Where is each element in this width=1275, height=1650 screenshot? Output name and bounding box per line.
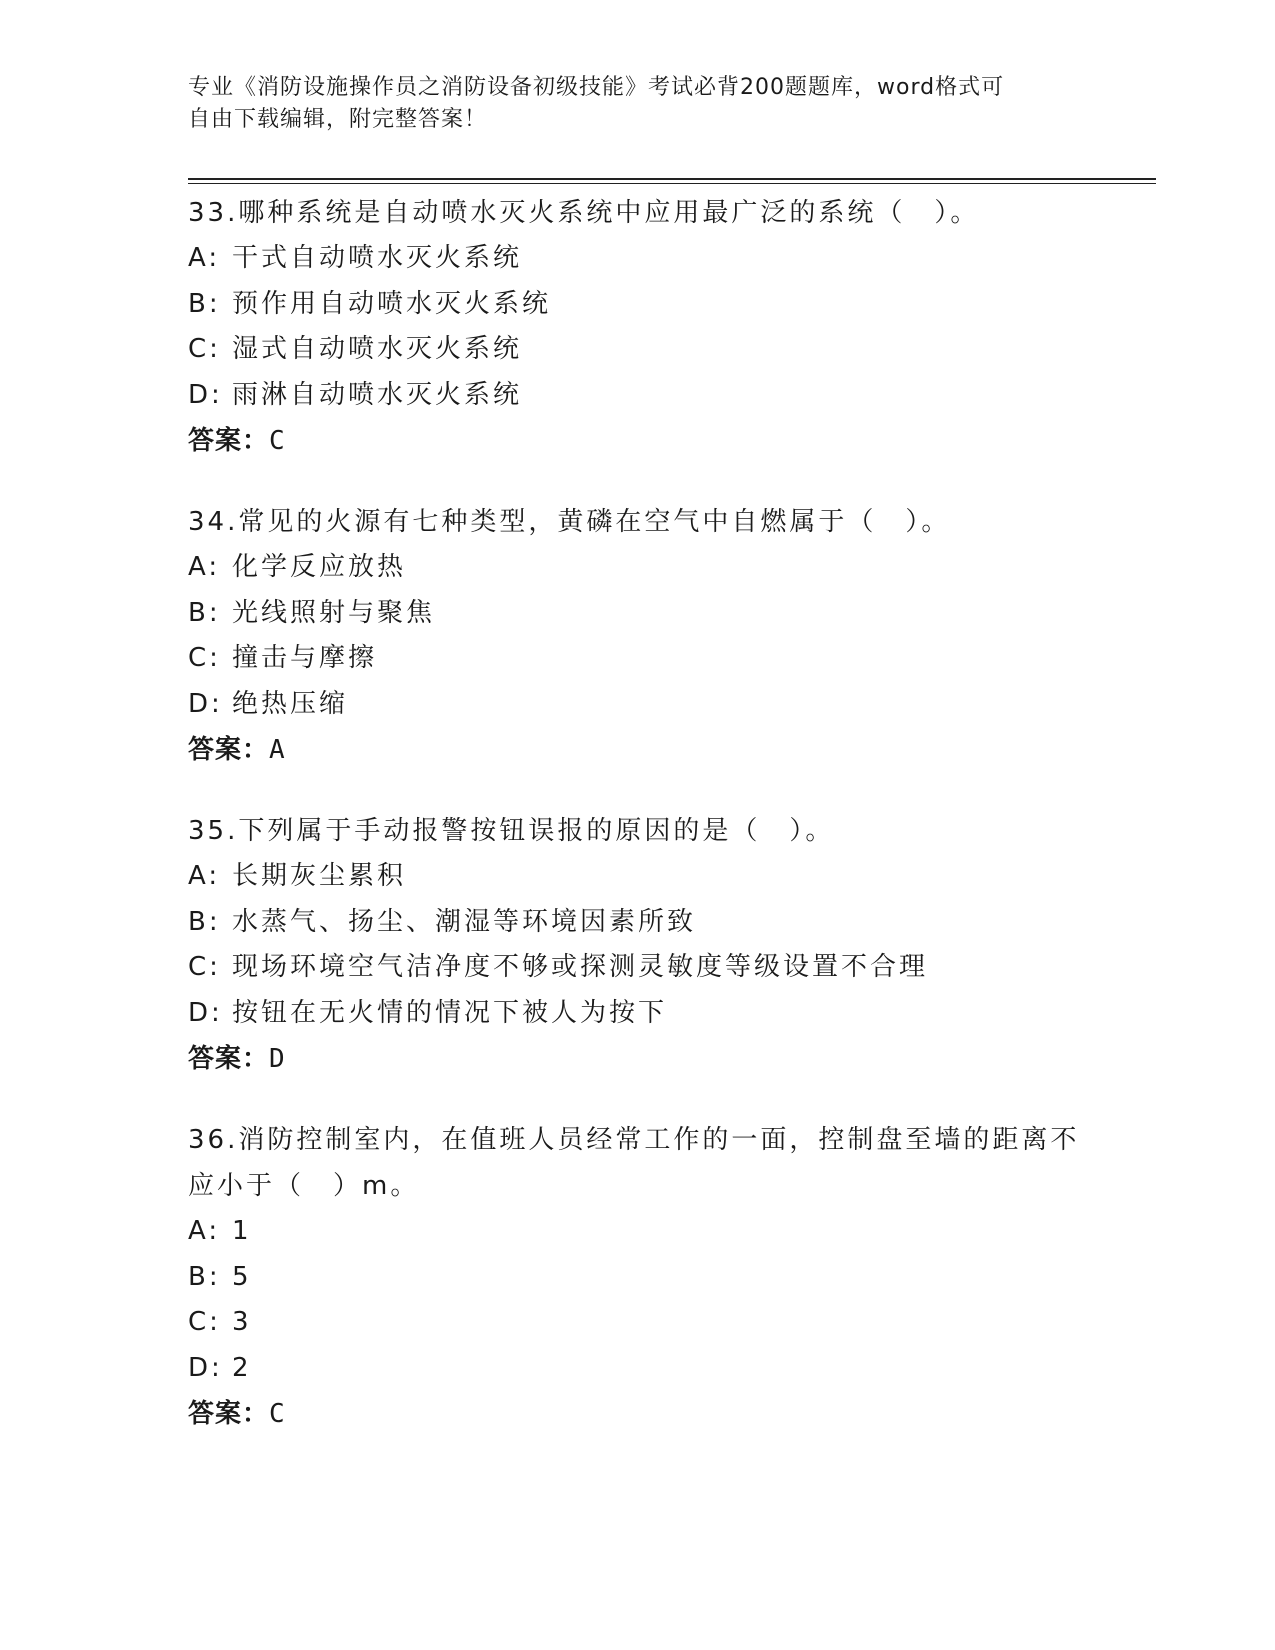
option-letter: D: [188, 688, 223, 719]
option-c [188, 636, 1088, 682]
header-line-1: 专业《消防设施操作员之消防设备初级技能》考试必背200题题库，word格式可 [188, 75, 1005, 100]
question-stem: 35.下列属于手动报警按钮误报的原因的是（ ）。 [188, 816, 835, 846]
question-33 [188, 190, 1088, 464]
option-text: 干式自动喷水灭火系统 [232, 243, 523, 273]
option-a [188, 236, 1088, 282]
option-text: 长期灰尘累积 [232, 861, 407, 891]
option-c [188, 945, 1088, 991]
question-list [188, 190, 1088, 1472]
header-line-2: 自由下载编辑，附完整答案！ [188, 107, 488, 132]
option-letter: C: [188, 643, 221, 673]
option-letter: D: [188, 379, 223, 410]
option-text: 光线照射与聚焦 [232, 597, 436, 628]
option-letter: C: [188, 1307, 221, 1337]
answer-value: C [269, 426, 286, 456]
option-letter: A: [188, 861, 221, 891]
question-stem: 33.哪种系统是自动喷水灭火系统中应用最广泛的系统（ ）。 [188, 198, 980, 228]
option-b [188, 591, 1088, 637]
option-a [188, 545, 1088, 591]
answer-label: 答案： [188, 735, 270, 765]
option-text: 预作用自动喷水灭火系统 [232, 288, 552, 319]
option-letter: D: [188, 1352, 223, 1383]
option-text: 雨淋自动喷水灭火系统 [232, 379, 523, 410]
option-letter: D: [188, 997, 223, 1028]
option-letter: A: [188, 1216, 221, 1246]
option-a [188, 854, 1088, 900]
option-text: 5 [232, 1261, 252, 1292]
answer-line [188, 727, 1088, 773]
option-text: 水蒸气、扬尘、潮湿等环境因素所致 [232, 906, 697, 937]
option-text: 3 [232, 1307, 252, 1337]
option-letter: C: [188, 334, 221, 364]
option-letter: B: [188, 906, 221, 937]
answer-label: 答案： [188, 1044, 270, 1074]
document-header [188, 72, 1088, 136]
option-c [188, 327, 1088, 373]
option-a [188, 1209, 1088, 1255]
answer-value: C [269, 1399, 286, 1429]
answer-label: 答案： [188, 1399, 270, 1429]
option-letter: B: [188, 288, 221, 319]
answer-value: D [269, 1044, 286, 1074]
option-b [188, 1255, 1088, 1301]
question-34 [188, 499, 1088, 773]
option-letter: B: [188, 1261, 221, 1292]
option-text: 2 [232, 1352, 252, 1383]
option-text: 撞击与摩擦 [232, 643, 378, 673]
option-text: 化学反应放热 [232, 552, 407, 582]
option-d [188, 682, 1088, 728]
answer-value: A [269, 735, 286, 765]
question-stem: 36.消防控制室内，在值班人员经常工作的一面，控制盘至墙的距离不应小于（ ）m。 [188, 1125, 1080, 1201]
option-d [188, 1346, 1088, 1392]
question-36 [188, 1117, 1088, 1437]
option-d [188, 991, 1088, 1037]
option-d [188, 373, 1088, 419]
option-b [188, 900, 1088, 946]
option-letter: A: [188, 243, 221, 273]
answer-line [188, 1036, 1088, 1082]
question-35 [188, 808, 1088, 1082]
answer-line [188, 1391, 1088, 1437]
option-text: 绝热压缩 [232, 688, 349, 719]
question-stem: 34.常见的火源有七种类型，黄磷在空气中自燃属于（ ）。 [188, 507, 951, 537]
option-text: 1 [232, 1216, 252, 1246]
header-divider-thick [188, 178, 1156, 180]
option-c [188, 1300, 1088, 1346]
option-text: 按钮在无火情的情况下被人为按下 [232, 997, 668, 1028]
header-divider-thin [188, 183, 1156, 184]
answer-line [188, 418, 1088, 464]
option-text: 湿式自动喷水灭火系统 [232, 334, 523, 364]
option-text: 现场环境空气洁净度不够或探测灵敏度等级设置不合理 [232, 952, 929, 982]
option-letter: C: [188, 952, 221, 982]
answer-label: 答案： [188, 426, 270, 456]
option-letter: B: [188, 597, 221, 628]
option-letter: A: [188, 552, 221, 582]
option-b [188, 282, 1088, 328]
